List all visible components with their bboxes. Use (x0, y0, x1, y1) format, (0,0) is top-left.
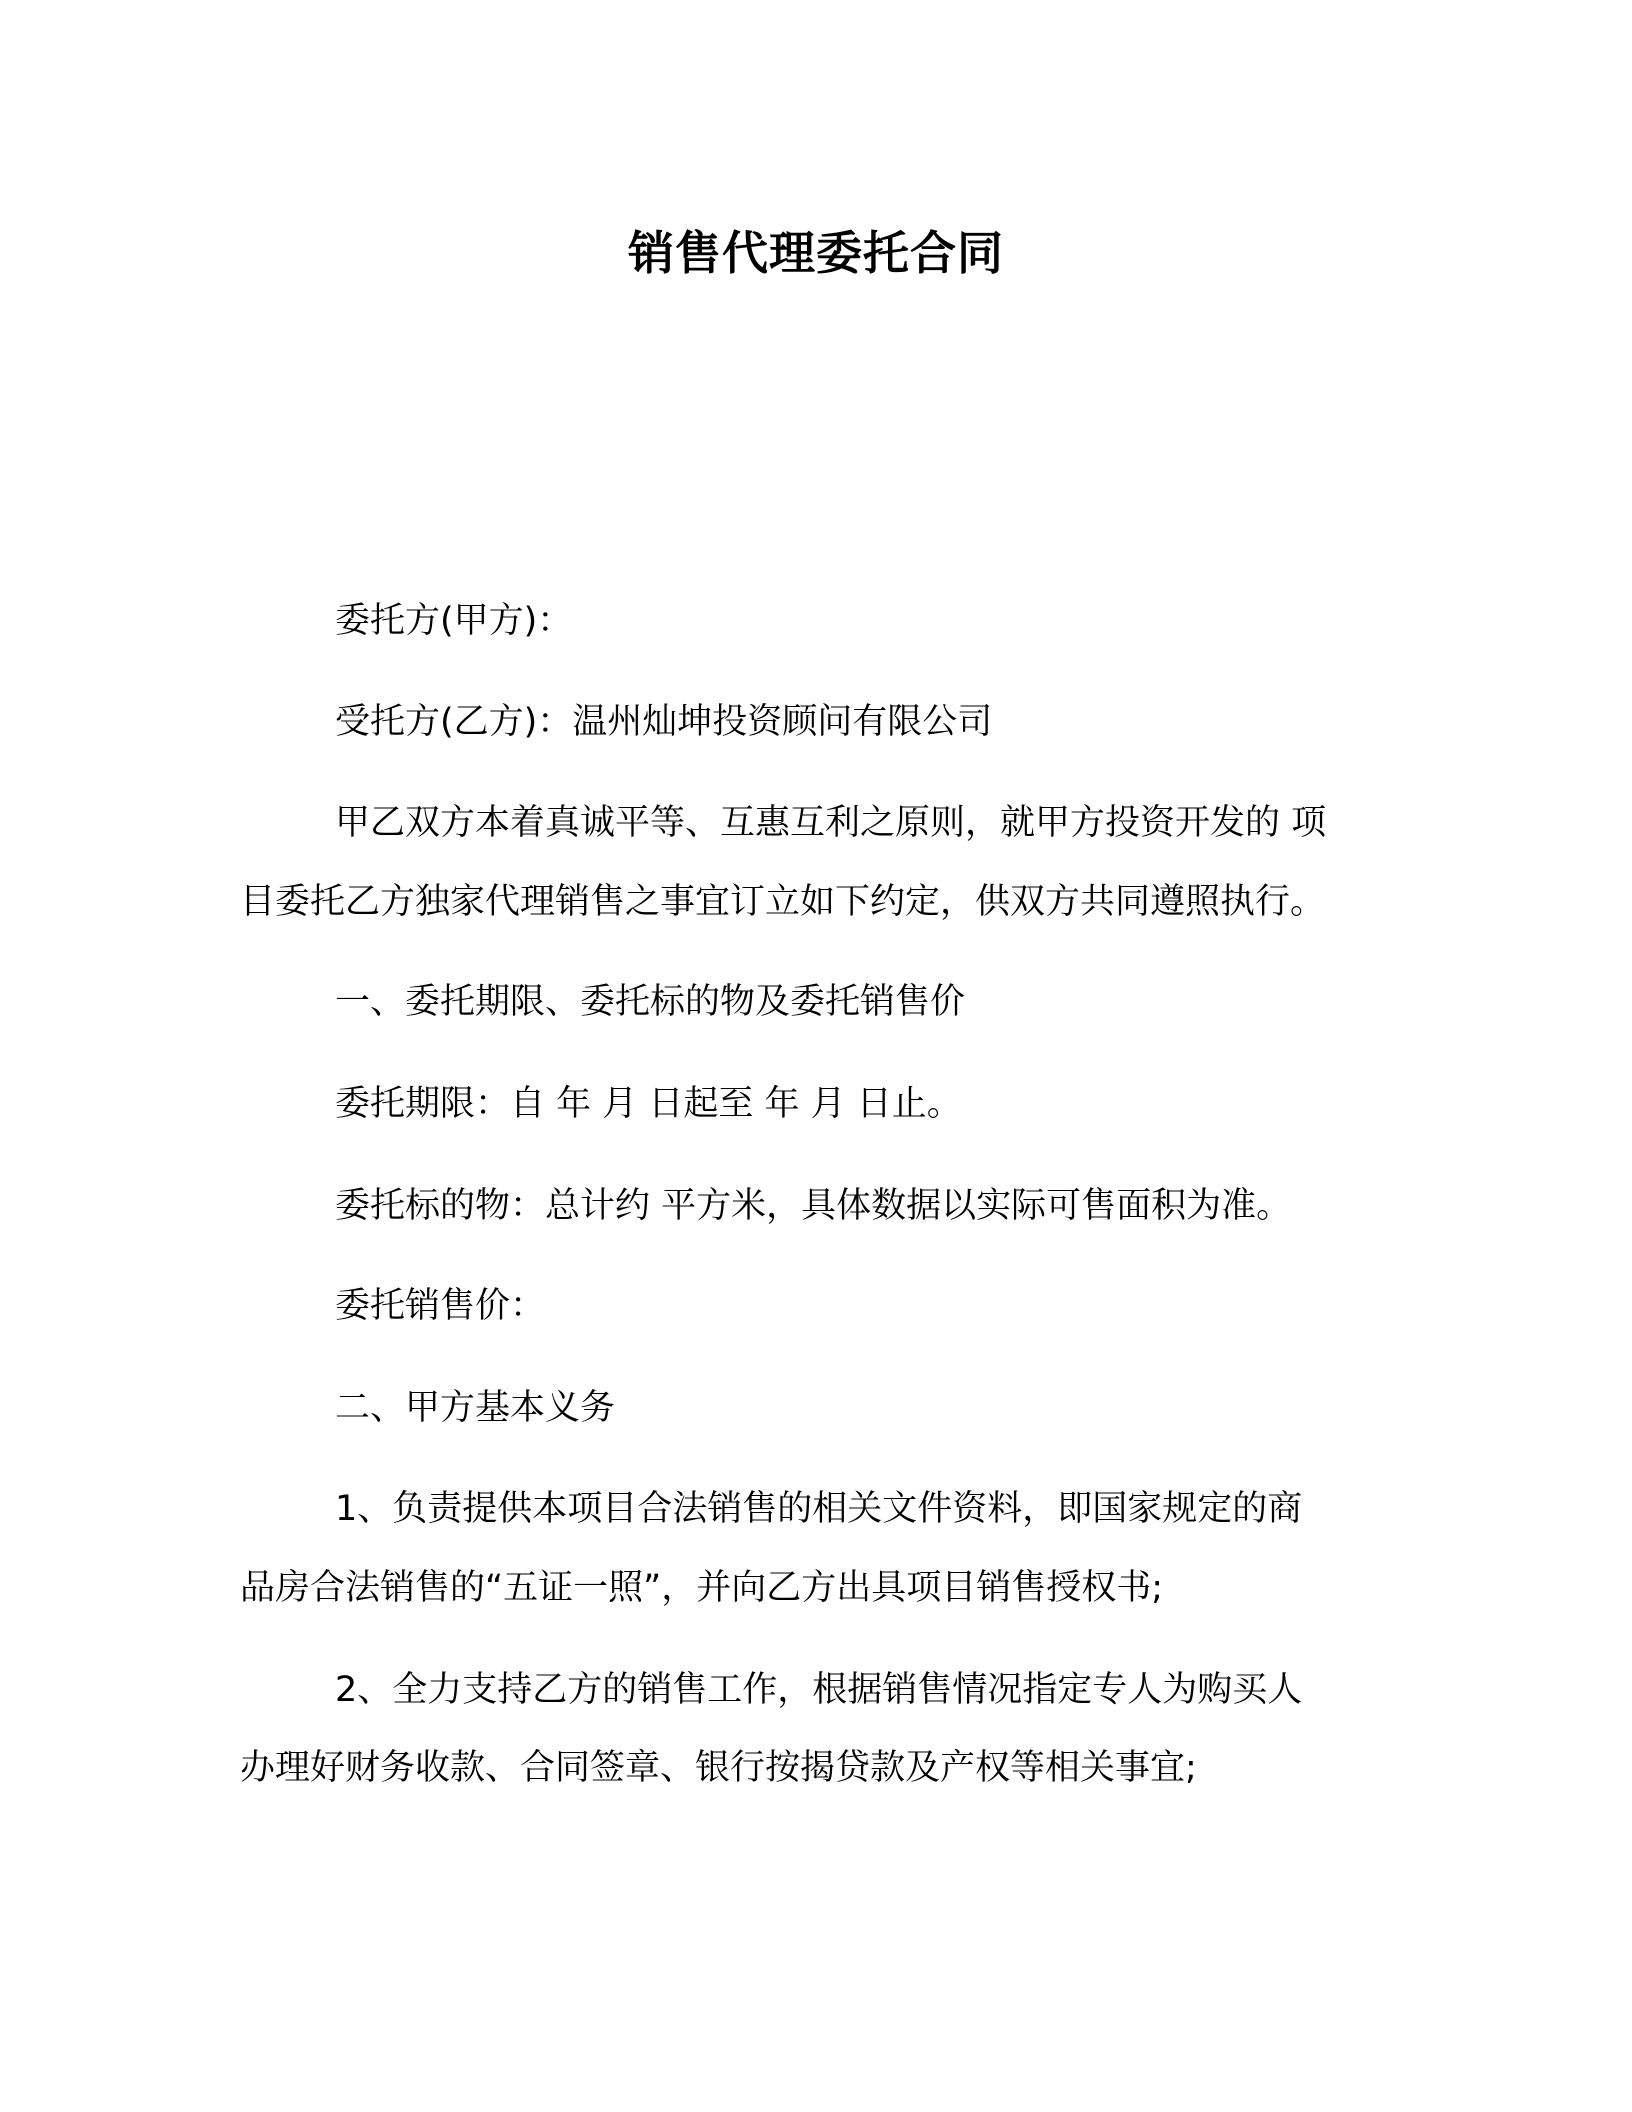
section-two-heading: 二、甲方基本义务 (335, 1388, 616, 1428)
obligation-2-line-2: 办理好财务收款、合同签章、银行按揭贷款及产权等相关事宜; (240, 1748, 1197, 1788)
preamble-line-2: 目委托乙方独家代理销售之事宜订立如下约定，供双方共同遵照执行。 (240, 882, 1326, 922)
term-line: 委托期限：自 年 月 日起至 年 月 日止。 (335, 1084, 962, 1124)
document-title: 销售代理委托合同 (628, 226, 1004, 280)
obligation-1-line-1: 1、负责提供本项目合法销售的相关文件资料，即国家规定的商 (335, 1489, 1303, 1529)
obligation-1-line-2: 品房合法销售的“五证一照”，并向乙方出具项目销售授权书; (240, 1568, 1164, 1608)
party-a-line: 委托方(甲方)： (335, 601, 573, 641)
price-line: 委托销售价： (335, 1286, 546, 1326)
subject-line: 委托标的物：总计约 平方米，具体数据以实际可售面积为准。 (335, 1186, 1292, 1226)
section-one-heading: 一、委托期限、委托标的物及委托销售价 (335, 982, 966, 1022)
party-b-line: 受托方(乙方)：温州灿坤投资顾问有限公司 (335, 702, 993, 742)
obligation-2-line-1: 2、全力支持乙方的销售工作，根据销售情况指定专人为购买人 (335, 1670, 1303, 1710)
preamble-line-1: 甲乙双方本着真诚平等、互惠互利之原则，就甲方投资开发的 项 (335, 803, 1327, 843)
